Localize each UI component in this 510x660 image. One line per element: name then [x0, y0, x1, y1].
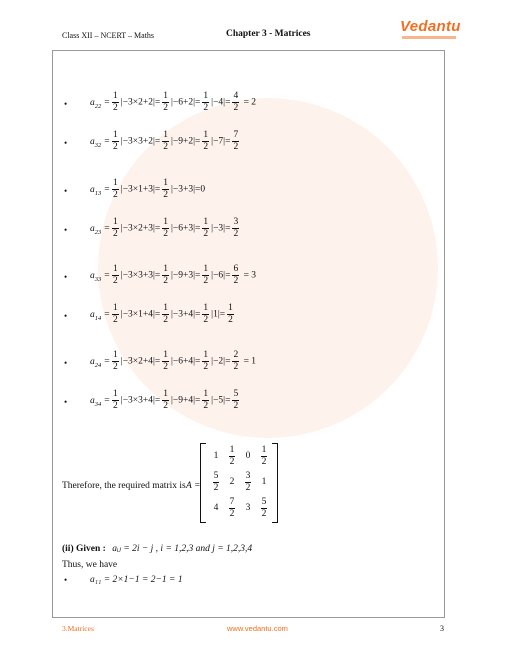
fraction: $\frac{5}{2}$ [261, 497, 267, 519]
bullet: • [64, 358, 68, 368]
fraction: $\frac{1}{2}$ [261, 445, 267, 467]
fraction: $\frac{2}{2}$ [233, 350, 239, 372]
fraction: $\frac{1}{2}$ [113, 217, 118, 239]
therefore-text: Therefore, the required matrix is [62, 481, 186, 491]
equation-row: $a_{13}$ = $\frac{1}{2}$ |−3×1+3|= $\frac{1}{2}$ |−3+3|=0 [90, 178, 206, 200]
matrix-cell [254, 445, 274, 468]
equation-row: $a_{33}$ = $\frac{1}{2}$ |−3×3+3|= $\frac{1}{2}$ |−9+3|= $\frac{1}{2}$ |−6|= $\frac{6}{2}$ = 3 [90, 264, 257, 286]
equation-row: $a_{22}$ = $\frac{1}{2}$ |−3×2+2|= $\frac{1}{2}$ |−6+2|= $\frac{1}{2}$ |−4|= $\frac{4}{2}$ = 2 [90, 91, 257, 113]
bullet: • [64, 186, 68, 196]
header-class-label: Class XII – NCERT – Maths [62, 31, 155, 40]
matrix-cell: 1 [213, 451, 219, 461]
fraction: $\frac{1}{2}$ [203, 303, 209, 325]
fraction: $\frac{1}{2}$ [203, 350, 209, 372]
vedantu-logo [400, 18, 461, 50]
given-label: (ii) Given : [62, 544, 106, 554]
last-equation: a₁₁ = 2×1−1 = 2−1 = 1 [90, 575, 183, 585]
matrix-cell [254, 497, 274, 520]
equation-row: $a_{34}$ = $\frac{1}{2}$ |−3×3+4|= $\frac{1}{2}$ |−9+4|= $\frac{1}{2}$ |−5|= $\frac{5}{2}$ [90, 389, 239, 411]
matrix-cell: 2 [229, 477, 235, 487]
fraction: $\frac{7}{2}$ [229, 497, 235, 519]
header-chapter-title: Chapter 3 - Matrices [226, 29, 311, 39]
fraction: $\frac{1}{2}$ [113, 91, 118, 113]
fraction: $\frac{1}{2}$ [113, 350, 118, 372]
fraction: $\frac{1}{2}$ [113, 178, 118, 200]
given-line [62, 543, 252, 554]
fraction: $\frac{7}{2}$ [233, 130, 239, 152]
bullet: • [64, 225, 68, 235]
fraction: $\frac{3}{2}$ [245, 471, 251, 493]
given-expression: aᵢⱼ = 2i − j , i = 1,2,3 and j = 1,2,3,4 [112, 544, 253, 554]
fraction: $\frac{1}{2}$ [163, 91, 169, 113]
fraction: $\frac{1}{2}$ [163, 303, 169, 325]
fraction: $\frac{1}{2}$ [203, 91, 209, 113]
matrix-cell: 3 [245, 503, 251, 513]
fraction: $\frac{5}{2}$ [213, 471, 219, 493]
bullet: • [64, 397, 68, 407]
equation-row: $a_{23}$ = $\frac{1}{2}$ |−3×2+3|= $\frac{1}{2}$ |−6+3|= $\frac{1}{2}$ |−3|= $\frac{3}{2}$ [90, 217, 239, 239]
footer-website-link[interactable]: www.vedantu.com [227, 624, 288, 633]
fraction: $\frac{1}{2}$ [229, 445, 235, 467]
matrix-a [200, 443, 278, 521]
fraction: $\frac{1}{2}$ [113, 303, 118, 325]
bullet: • [64, 99, 68, 109]
bullet: • [64, 575, 68, 585]
footer-page-number: 3 [440, 624, 444, 633]
fraction: $\frac{1}{2}$ [203, 389, 209, 411]
fraction: $\frac{1}{2}$ [163, 264, 169, 286]
fraction: $\frac{1}{2}$ [163, 350, 169, 372]
fraction: $\frac{1}{2}$ [113, 389, 118, 411]
equation-row: $a_{32}$ = $\frac{1}{2}$ |−3×3+2|= $\frac{1}{2}$ |−9+2|= $\frac{1}{2}$ |−7|= $\frac{7}{2}$ [90, 130, 239, 152]
fraction: $\frac{6}{2}$ [233, 264, 239, 286]
logo-tagline-bar [402, 36, 456, 39]
fraction: $\frac{5}{2}$ [233, 389, 239, 411]
logo-wordmark: Vedantu [400, 18, 461, 35]
bullet: • [64, 311, 68, 321]
fraction: $\frac{1}{2}$ [163, 178, 169, 200]
fraction: $\frac{1}{2}$ [203, 264, 209, 286]
fraction: $\frac{1}{2}$ [228, 303, 233, 325]
equation-row: $a_{14}$ = $\frac{1}{2}$ |−3×1+4|= $\frac{1}{2}$ |−3+4|= $\frac{1}{2}$ |1|= $\frac{1}{2}$ [90, 303, 233, 325]
bullet: • [64, 138, 68, 148]
matrix-cell: 4 [213, 503, 219, 513]
fraction: $\frac{1}{2}$ [113, 130, 118, 152]
fraction: $\frac{1}{2}$ [203, 130, 209, 152]
fraction: $\frac{3}{2}$ [233, 217, 239, 239]
fraction: $\frac{4}{2}$ [233, 91, 239, 113]
fraction: $\frac{1}{2}$ [163, 217, 169, 239]
fraction: $\frac{1}{2}$ [203, 217, 209, 239]
matrix-cell: 1 [261, 477, 267, 487]
thus-text: Thus, we have [62, 560, 118, 570]
fraction: $\frac{1}{2}$ [113, 264, 118, 286]
fraction: $\frac{1}{2}$ [163, 130, 169, 152]
equation-row: $a_{24}$ = $\frac{1}{2}$ |−3×2+4|= $\frac{1}{2}$ |−6+4|= $\frac{1}{2}$ |−2|= $\frac{2}{2}$ = 1 [90, 350, 257, 372]
bullet: • [64, 272, 68, 282]
footer-chapter: 3.Matrices [62, 624, 94, 633]
fraction: $\frac{1}{2}$ [163, 389, 169, 411]
matrix-cell: 0 [245, 451, 251, 461]
matrix-name: A = [186, 481, 201, 491]
